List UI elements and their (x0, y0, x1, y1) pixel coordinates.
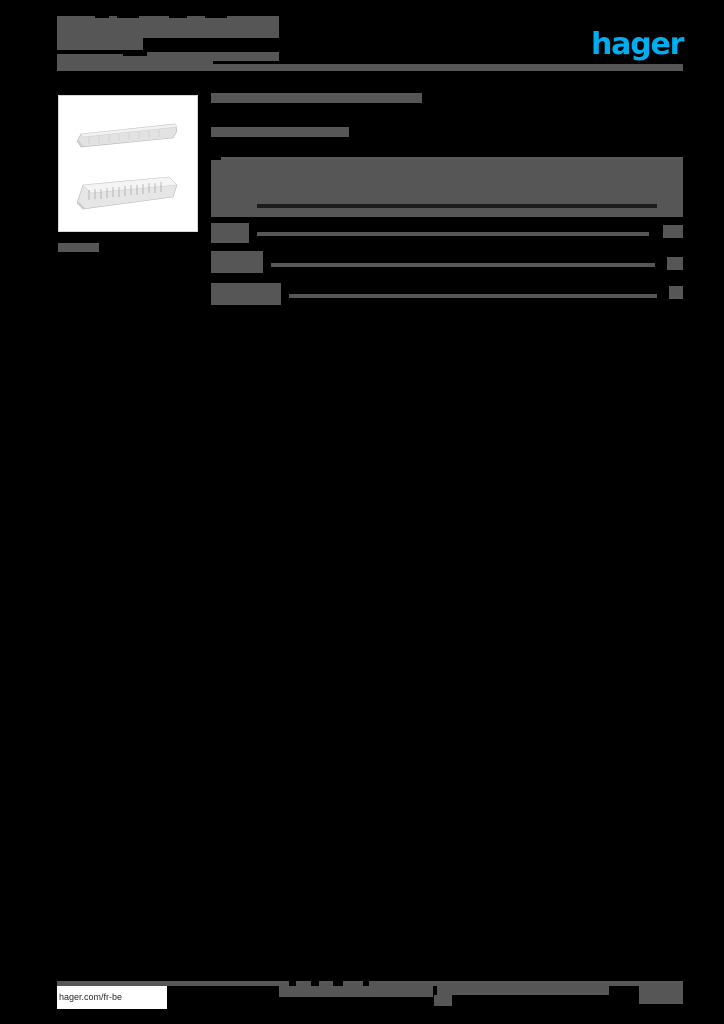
page-title (57, 16, 281, 50)
product-image (58, 95, 198, 232)
content-area (211, 93, 683, 137)
footer-gap-4 (363, 981, 369, 986)
spec-row-leader (271, 263, 655, 267)
content-subheading (211, 127, 349, 137)
spec-row-value (663, 225, 683, 238)
mounting-rail-bottom-icon (73, 175, 181, 211)
footer-gap-1 (289, 981, 296, 986)
table-row (211, 283, 683, 309)
spec-row-leader (289, 294, 657, 298)
footer-page-number (639, 983, 683, 1004)
footer-center-text-tail (434, 995, 452, 1006)
footer-center-text (279, 985, 433, 997)
footer-url-container[interactable] (57, 986, 167, 1009)
spec-intro-notch (211, 157, 221, 160)
spec-row-value (667, 257, 683, 270)
content-heading (211, 93, 422, 103)
header-divider (57, 64, 683, 71)
spec-table (211, 157, 683, 309)
spec-intro-leader (257, 204, 657, 208)
footer-gap-3 (333, 981, 343, 986)
page-footer (57, 981, 683, 1015)
header-divider-cap (57, 56, 213, 64)
footer-url[interactable]: hager.com/fr-be (59, 992, 123, 1002)
table-row (211, 251, 683, 273)
hager-logo: hager (591, 27, 684, 62)
spec-row-label (211, 223, 249, 243)
spec-row-leader (257, 232, 649, 236)
page-title-line-1 (57, 16, 279, 38)
table-row (211, 223, 683, 245)
title-gap-1 (95, 12, 109, 18)
spec-row-value (669, 286, 683, 299)
title-gap-4 (205, 12, 227, 18)
page-title-line-2 (57, 37, 143, 50)
title-gap-3 (169, 12, 187, 18)
mounting-rail-top-icon (75, 122, 179, 148)
spec-row-label (211, 251, 263, 273)
spec-row-label (211, 283, 281, 305)
footer-right-text (437, 985, 609, 995)
footer-gap-2 (311, 981, 319, 986)
title-gap-2 (117, 12, 139, 18)
product-image-caption (58, 243, 99, 252)
spec-intro-block (211, 157, 683, 217)
